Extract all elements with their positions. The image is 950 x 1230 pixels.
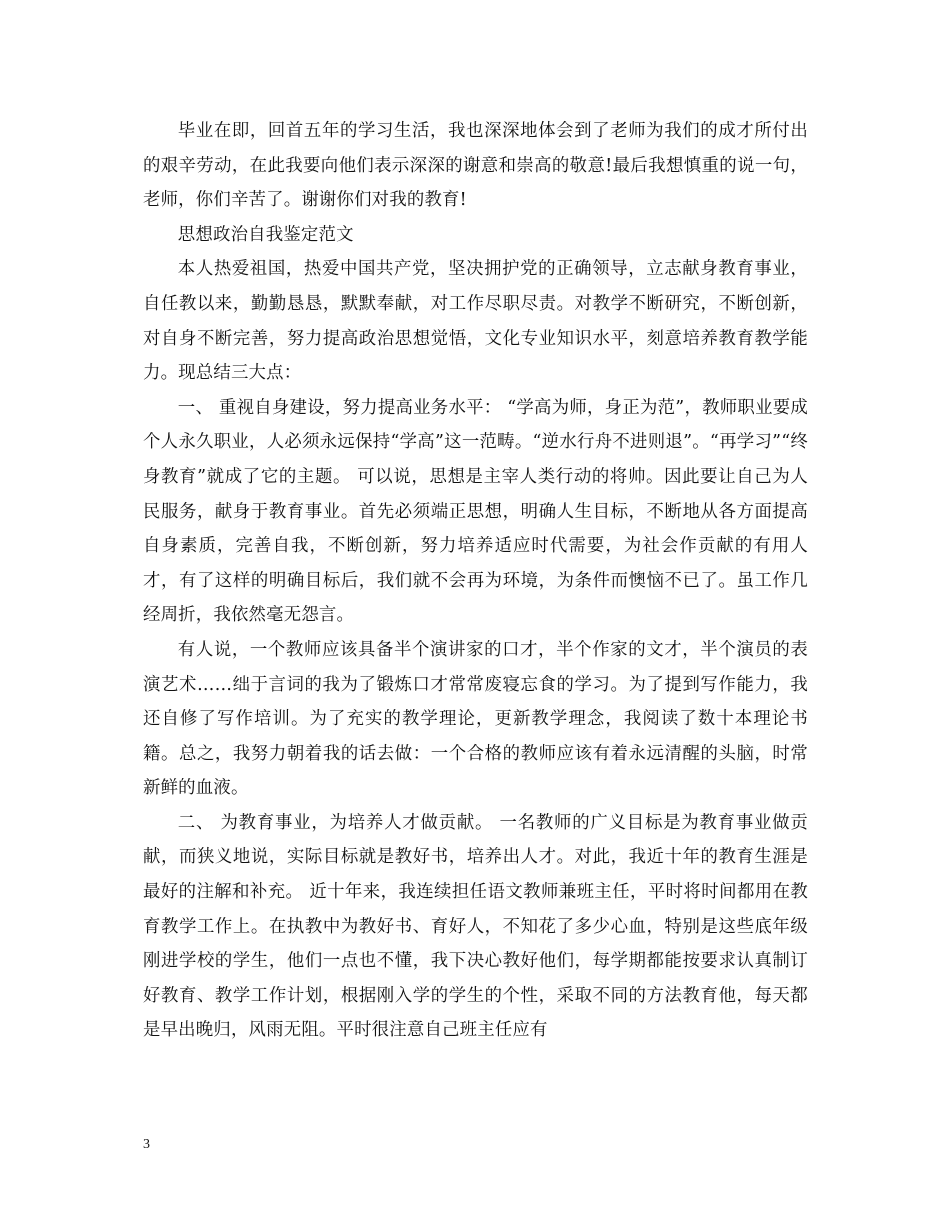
page-number: 3 [143,1137,150,1152]
paragraph-point-two: 二、 为教育事业，为培养人才做贡献。 一名教师的广义目标是为教育事业做贡献，而狭义地说，实际目标就是教好书，培养出人才。对此，我近十年的教育生涯是最好的注解和补充。 近十年来，我连续担任语文教师兼班主任，平时将时间都用在教育教学工作上。在执教中为教好书、育好人，不知花了多少心血，特别是这些底年级刚进学校的学生，他们一点也不懂，我下决心教好他们，每学期都能按要求认真制订好教育、教学工作计划，根据刚入学的学生的个性，采取不同的方法教育他，每天都是早出晚归，风雨无阻。平时很注意自己班主任应有 [143,812,808,1041]
paragraph-graduation-thanks: 毕业在即，回首五年的学习生活，我也深深地体会到了老师为我们的成才所付出的艰辛劳动，在此我要向他们表示深深的谢意和崇高的敬意!最后我想慎重的说一句，老师，你们辛苦了。谢谢你们对我的教育! [143,121,808,211]
paragraph-self-study: 有人说，一个教师应该具备半个演讲家的口才，半个作家的文才，半个演员的表演艺术……绌于言词的我为了锻炼口才常常废寝忘食的学习。为了提到写作能力，我还自修了写作培训。为了充实的教学理论，更新教学理念，我阅读了数十本理论书籍。总之，我努力朝着我的话去做：一个合格的教师应该有着永远清醒的头脑，时常新鲜的血液。 [143,639,808,799]
paragraph-intro: 本人热爱祖国，热爱中国共产党，坚决拥护党的正确领导，立志献身教育事业，自任教以来，勤勤恳恳，默默奉献，对工作尽职尽责。对教学不断研究，不断创新，对自身不断完善，努力提高政治思想觉悟，文化专业知识水平，刻意培养教育教学能力。现总结三大点： [143,259,808,384]
document-body [143,114,808,1048]
paragraph-point-one: 一、 重视自身建设，努力提高业务水平： “学高为师，身正为范”，教师职业要成个人永久职业，人必须永远保持“学高”这一范畴。“逆水行舟不进则退”。“再学习”“终身教育”就成了它的主题。 可以说，思想是主宰人类行动的将帅。因此要让自己为人民服务，献身于教育事业。首先必须端正思想，明确人生目标，不断地从各方面提高自身素质，完善自我，不断创新，努力培养适应时代需要，为社会作贡献的有用人才，有了这样的明确目标后，我们就不会再为环境，为条件而懊恼不已了。虽工作几经周折，我依然毫无怨言。 [143,397,808,626]
section-title: 思想政治自我鉴定范文 [177,224,354,245]
